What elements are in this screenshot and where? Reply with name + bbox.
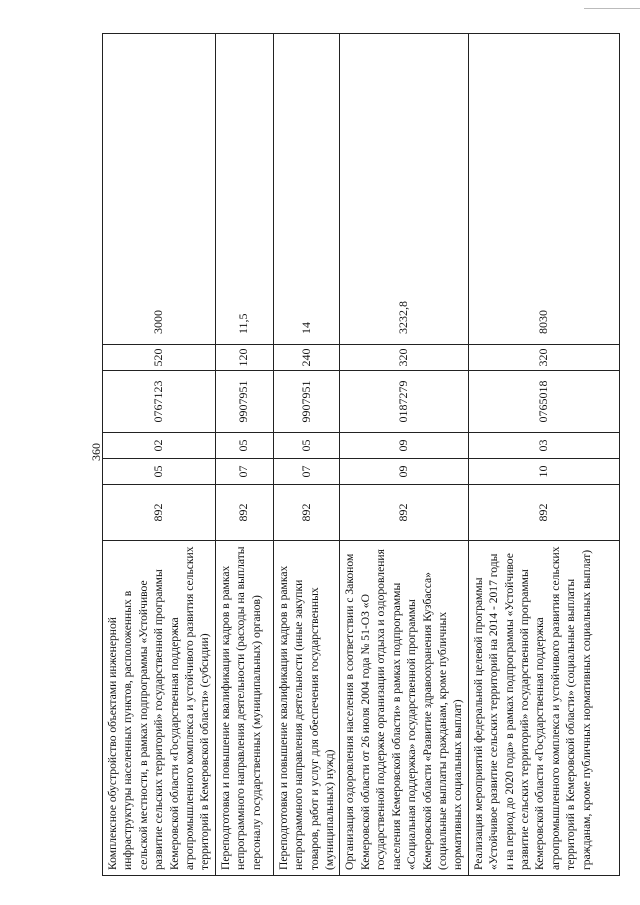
expense-code: 520 <box>103 345 216 371</box>
target-code: 0187279 <box>340 371 468 433</box>
amount: 8030 <box>468 34 619 345</box>
row-name: Организация оздоровления населения в соответствии с Законом Кемеровской области от 26 июля 2004 года № 51-ОЗ «О государственной поддержке организации отдыха и оздоровления населения Кемеровской области» в рамках подпрограммы «Социальная поддержка» государственной программы Кемеровской области «Развитие здравоохранения Кузбасса» (социальные выплаты гражданам, кроме публичных нормативных социальных выплат) <box>340 541 468 876</box>
table-row <box>340 34 468 876</box>
section-code: 05 <box>103 459 216 485</box>
target-code: 0765018 <box>468 371 619 433</box>
ministry-code: 892 <box>103 485 216 541</box>
ministry-code: 892 <box>340 485 468 541</box>
section-code: 07 <box>273 459 340 485</box>
section-code: 10 <box>468 459 619 485</box>
target-code: 9907951 <box>215 371 273 433</box>
top-edge-line <box>584 8 640 9</box>
rotated-page-content <box>102 34 593 876</box>
expense-code: 320 <box>340 345 468 371</box>
expense-code: 240 <box>273 345 340 371</box>
amount: 11,5 <box>215 34 273 345</box>
subsection-code: 05 <box>215 433 273 459</box>
table-row <box>273 34 340 876</box>
ministry-code: 892 <box>273 485 340 541</box>
section-code: 07 <box>215 459 273 485</box>
row-name: Переподготовка и повышение квалификации кадров в рамках непрограммного направления деятельности (иные закупки товаров, работ и услуг для обеспечения государственных (муниципальных) нужд) <box>273 541 340 876</box>
table-row <box>468 34 619 876</box>
subsection-code: 03 <box>468 433 619 459</box>
amount: 3000 <box>103 34 216 345</box>
page-number: 360 <box>89 443 103 461</box>
expense-code: 120 <box>215 345 273 371</box>
amount: 14 <box>273 34 340 345</box>
row-name: Переподготовка и повышение квалификации кадров в рамках непрограммного направления деятельности (расходы на выплаты персоналу государственных (муниципальных) органов) <box>215 541 273 876</box>
expense-code: 320 <box>468 345 619 371</box>
amount: 3232,8 <box>340 34 468 345</box>
subsection-code: 05 <box>273 433 340 459</box>
table-row <box>215 34 273 876</box>
subsection-code: 02 <box>103 433 216 459</box>
row-name: Комплексное обустройство объектами инженерной инфраструктуры населенных пунктов, расположенных в сельской местности, в рамках подпрограммы «Устойчивое развитие сельских территорий» государственной программы Кемеровской области «Государственная поддержка агропромышленного комплекса и устойчивого развития сельских территорий в Кемеровской области» (субсидии) <box>103 541 216 876</box>
row-name: Реализация мероприятий федеральной целевой программы «Устойчивое развитие сельских территорий на 2014 - 2017 годы и на период до 2020 года» в рамках подпрограммы «Устойчивое развитие сельских территорий» государственной программы Кемеровской области «Государственная поддержка агропромышленного комплекса и устойчивого развития сельских территорий в Кемеровской области» (социальные выплаты гражданам, кроме публичных нормативных социальных выплат) <box>468 541 619 876</box>
budget-table <box>102 33 620 876</box>
target-code: 0767123 <box>103 371 216 433</box>
ministry-code: 892 <box>215 485 273 541</box>
table-row <box>103 34 216 876</box>
subsection-code: 09 <box>340 433 468 459</box>
ministry-code: 892 <box>468 485 619 541</box>
section-code: 09 <box>340 459 468 485</box>
target-code: 9907951 <box>273 371 340 433</box>
